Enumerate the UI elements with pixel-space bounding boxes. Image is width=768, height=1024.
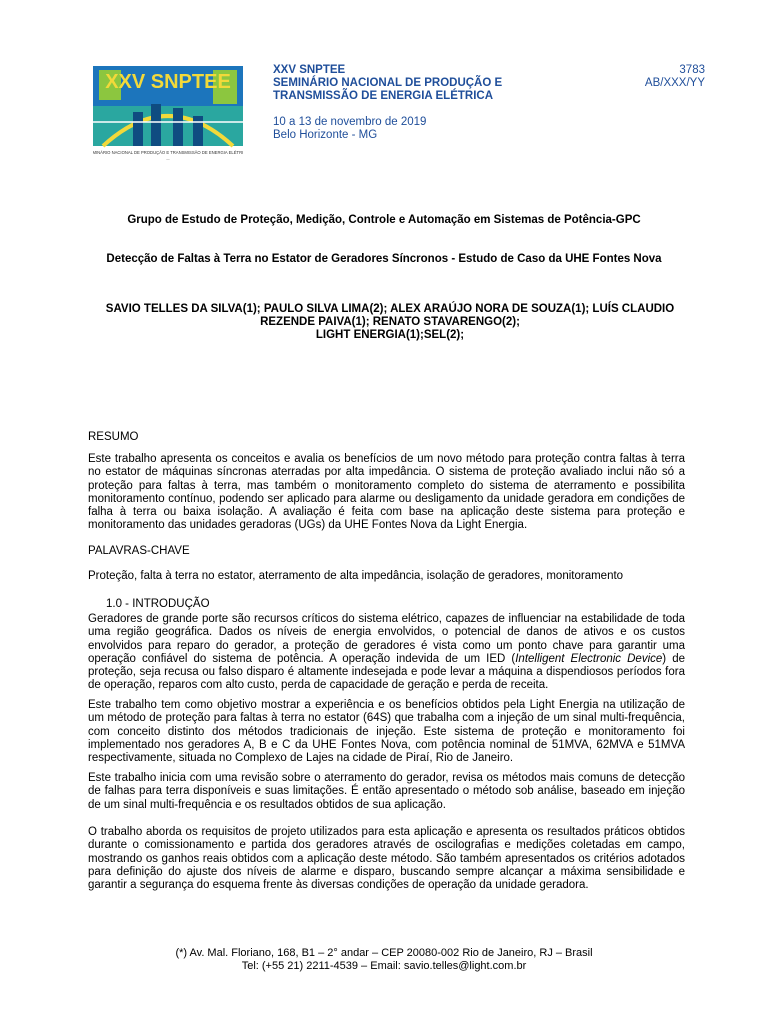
logo-title: XXV SNPTEE — [105, 71, 231, 93]
study-group-title: Grupo de Estudo de Proteção, Medição, Controle e Automação em Sistemas de Potência-GPC — [127, 214, 641, 226]
abstract-heading: RESUMO — [88, 431, 139, 443]
intro-heading: 1.0 - INTRODUÇÃO — [106, 598, 210, 610]
conference-dates: 10 a 13 de novembro de 2019 — [273, 116, 427, 128]
authors-line-1: SAVIO TELLES DA SILVA(1); PAULO SILVA LIMA(2); ALEX ARAÚJO NORA DE SOUZA(1); LUÍS CLAUDIO — [105, 303, 675, 315]
intro-p1-start: Geradores de grande porte são recursos críticos do sistema elétrico, capazes de influenciar na estabilidade de toda uma região geográfica. Dados os níveis de energia envolvidos, o potencial de danos de ativos e os custos envolvidos para reparo do gerador, a proteção de geradores é vista como um ponto chave para garantir uma operação confiável do sistema de potência. A operação indevida de um IED ( — [88, 613, 685, 665]
logo-caption: SEMINÁRIO NACIONAL DE PRODUÇÃO E TRANSMISSÃO DE ENERGIA ELÉTRICA — [93, 150, 243, 155]
conference-name-line-2: SEMINÁRIO NACIONAL DE PRODUÇÃO E — [273, 77, 503, 89]
snptee-logo — [93, 66, 243, 162]
keywords-text: Proteção, falta à terra no estator, aterramento de alta impedância, isolação de geradores, monitoramento — [88, 570, 624, 582]
conference-name-line-1: XXV SNPTEE — [273, 64, 346, 76]
author-list — [90, 303, 690, 342]
document-reference: AB/XXX/YY — [644, 77, 705, 89]
intro-paragraph-2: Este trabalho tem como objetivo mostrar a experiência e os benefícios obtidos pela Light Energia na utilização de um método de proteção para faltas à terra no estator (64S) que trabalha com a injeção de um sinal multi-frequência, com conceito distinto dos métodos tradicionais de injeção. Este sistema de proteção e monitoramento foi implementado nos geradores A, B e C da UHE Fontes Nova, com potência nominal de 51MVA, 62MVA e 51MVA respectivamente, situada no Complexo de Lajes na cidade de Piraí, Rio de Janeiro. — [88, 699, 685, 765]
intro-paragraph-1 — [88, 613, 685, 693]
intro-p1-end: ) de proteção, seja recusa ou falso disparo é altamente indesejada e pode levar a máquina a dispendiosos períodos fora de operação, reparos com alto custo, perda de capacidade de geração e perda de receita. — [88, 652, 685, 692]
intro-paragraph-3: Este trabalho inicia com uma revisão sobre o aterramento do gerador, revisa os métodos mais comuns de detecção de falhas para terra disponíveis e suas limitações. É então apresentado o método sob análise, baseado em injeção de um sinal multi-frequência e os resultados obtidos de sua aplicação. — [88, 772, 685, 811]
conference-location: Belo Horizonte - MG — [273, 129, 378, 141]
svg-text:—: — — [166, 157, 170, 161]
abstract-text: Este trabalho apresenta os conceitos e avalia os benefícios de um novo método para proteção contra faltas à terra no estator de máquinas síncronas aterradas por alta impedância. O sistema de proteção avaliado inclui não só a proteção para faltas à terra, mas também o monitoramento completo do sistema de aterramento e possibilita monitoramento contínuo, podendo ser aplicado para alarme ou desligamento da unidade geradora em condições de falha à terra ou baixa isolação. A avaliação é feita com base na aplicação deste sistema para proteção e monitoramento das unidades geradoras (UGs) da UHE Fontes Nova da Light Energia. — [88, 453, 685, 532]
footer-address: (*) Av. Mal. Floriano, 168, B1 – 2° andar – CEP 20080-002 Rio de Janeiro, RJ – Brasil — [175, 947, 593, 959]
intro-p1-italic: Intelligent Electronic Device — [515, 652, 663, 665]
authors-line-2: REZENDE PAIVA(1); RENATO STAVARENGO(2); — [260, 316, 520, 328]
document-number: 3783 — [679, 64, 705, 76]
intro-paragraph-4: O trabalho aborda os requisitos de projeto utilizados para esta aplicação e apresenta os resultados práticos obtidos durante o comissionamento e partida dos geradores através de oscilografias e medições coletadas em campo, mostrando os ganhos reais obtidos com a aplicação deste método. São também apresentados os critérios adotados para definição do ajuste dos níveis de alarme e disparo, buscando sempre alcançar a máxima sensibilidade e garantir a segurança do esquema frente às diversas condições de operação da unidade geradora. — [88, 826, 685, 892]
authors-line-3: LIGHT ENERGIA(1);SEL(2); — [315, 329, 465, 341]
conference-header — [273, 64, 502, 142]
footer-contact: Tel: (+55 21) 2211-4539 – Email: savio.telles@light.com.br — [241, 960, 527, 972]
page-footer — [0, 947, 768, 973]
document-code — [645, 64, 705, 90]
conference-name-line-3: TRANSMISSÃO DE ENERGIA ELÉTRICA — [273, 90, 494, 102]
paper-title: Detecção de Faltas à Terra no Estator de Geradores Síncronos - Estudo de Caso da UHE Fontes Nova — [106, 253, 662, 265]
keywords-heading: PALAVRAS-CHAVE — [88, 545, 190, 557]
